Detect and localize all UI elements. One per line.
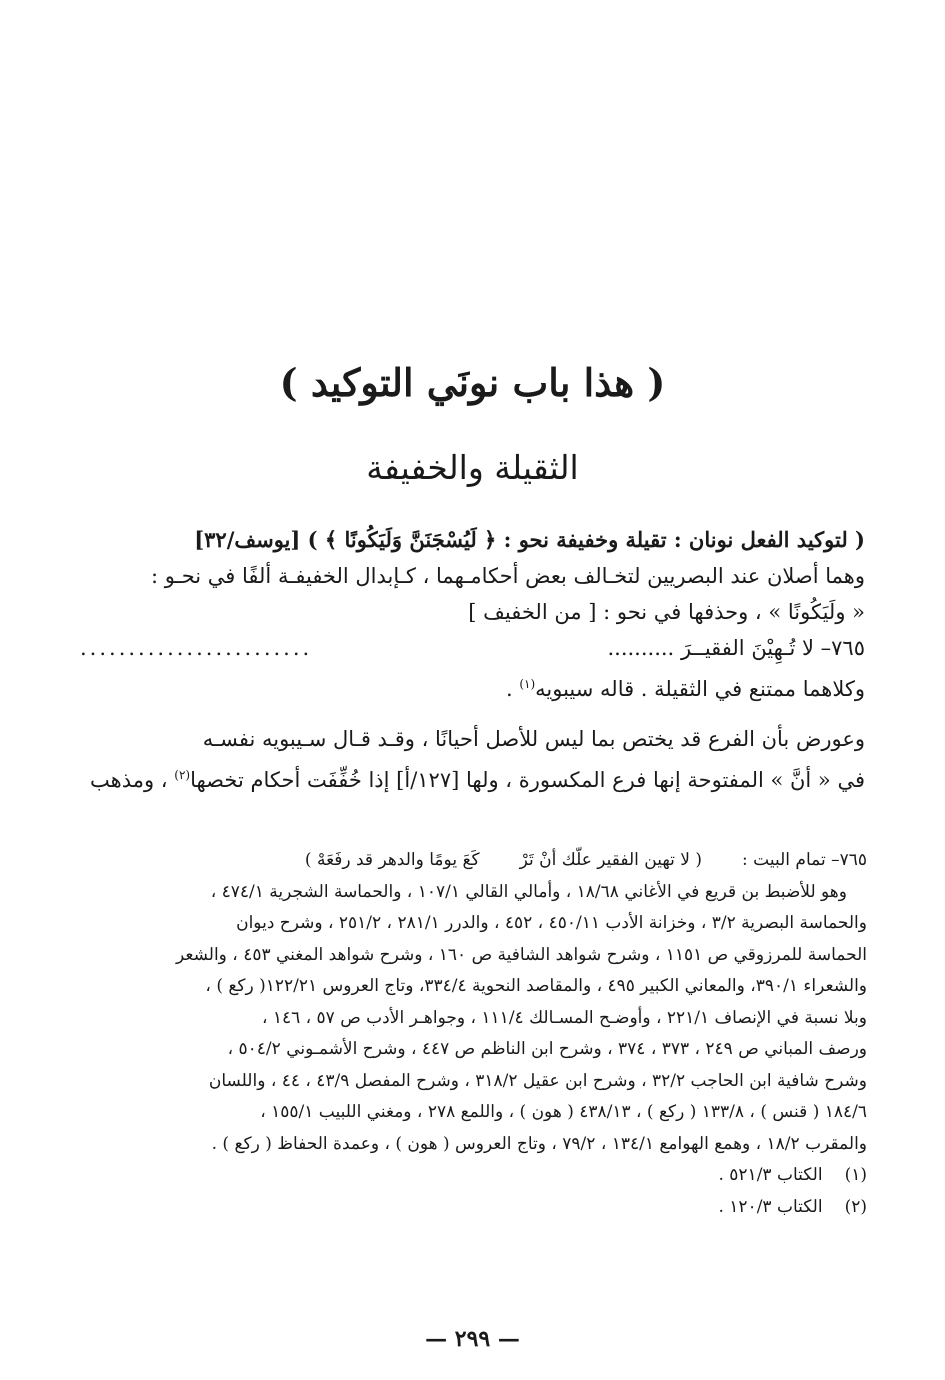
chapter-subtitle: الثقيلة والخفيفة	[366, 448, 579, 487]
verse-hemistich: ( لا تهين الفقير علّك أنْ تَرْ	[519, 850, 703, 870]
footnote-text: الكتاب ١٢٠/٣ .	[718, 1196, 823, 1217]
spacer	[80, 707, 865, 721]
footnote-line: والحماسة البصرية ٣/٢ ، وخزانة الأدب ٤٥٠/١١ ، ٤٥٢ ، والدرر ٢٨١/١ ، ٢٥١/٢ ، وشرح ديوان	[236, 913, 867, 933]
body-line	[80, 757, 865, 798]
body-text: وكلاهما ممتنع في الثقيلة . قاله سيبويه	[535, 677, 865, 701]
footnote-line: والشعراء ٣٩٠/١، والمعاني الكبير ٤٩٥ ، والمقاصد النحوية ٣٣٤/٤، وتاج العروس ١٢٢/٢١( ركع ) ،	[205, 976, 867, 996]
verse-hemistich: كَعَ يومًا والدهر قد رفَعَهْ )	[304, 850, 480, 870]
body-line: ( لتوكيد الفعل نونان : تقيلة وخفيفة نحو : ﴿ لَيُسْجَنَنَّ وَلَيَكُونًا ﴾ ) [يوسف/٣٢]	[194, 527, 865, 552]
footnote-ref[interactable]: (١)	[519, 677, 536, 691]
body-text: ، ومذهب	[90, 768, 175, 792]
footnote-line: الحماسة للمرزوقي ص ١١٥١ ، وشرح شواهد الشافية ص ١٦٠ ، وشرح شواهد المغني ٤٥٣ ، والشعر	[176, 944, 867, 965]
footnote-ref[interactable]: (٢)	[174, 768, 191, 782]
footnote-text: الكتاب ٥٢١/٣ .	[718, 1165, 823, 1185]
footnote-line: وبلا نسبة في الإنصاف ٢٢١/١ ، وأوضـح المسـالك ١١١/٤ ، وجواهـر الأدب ص ٥٧ ، ١٤٦ ،	[261, 1007, 867, 1028]
verse-dots: ........................	[80, 636, 313, 660]
page-number: — ٢٩٩ —	[425, 1326, 520, 1352]
body-line: « ولَيَكُونًا » ، وحذفها في نحو : [ من الخفيف ]	[468, 600, 865, 624]
verse-dots: ..........	[607, 636, 675, 660]
footnote-number: (٢)	[844, 1196, 867, 1217]
body-text: .	[505, 677, 520, 701]
body-line	[80, 666, 865, 707]
footnotes	[80, 845, 867, 1223]
verse-hemistich	[607, 630, 865, 666]
body-line: وعورض بأن الفرع قد يختص بما ليس للأصل أحيانًا ، وقـد قـال سـيبويه نفسـه	[202, 727, 865, 751]
body-text: في « أنَّ » المفتوحة إنها فرع المكسورة ، ولها [١٢٧/أ] إذا خُفِّفَت أحكام تخصها	[190, 768, 865, 792]
footnote-verse-head	[80, 845, 867, 877]
footnote-line: ١٨٤/٦ ( قنس ) ، ١٣٣/٨ ( ركع ) ، ٤٣٨/١٣ ( هون ) ، واللمع ٢٧٨ ، ومغني اللبيب ١٥٥/١ ،	[260, 1102, 867, 1122]
footnote-line: وهو للأضبط بن قريع في الأغاني ١٨/٦٨ ، وأمالي القالي ١٠٧/١ ، والحماسة الشجرية ٤٧٤/١ ،	[210, 881, 847, 902]
verse-text: ٧٦٥– لا تُـهِيْنَ الفقيــرَ	[680, 636, 865, 660]
chapter-title: ( هذا باب نونَي التوكيد )	[279, 360, 666, 405]
footnote-label: ٧٦٥– تمام البيت :	[742, 850, 867, 870]
footnote-line: ورصف المباني ص ٢٤٩ ، ٣٧٣ ، ٣٧٤ ، وشرح ابن الناظم ص ٤٤٧ ، وشرح الأشمـوني ٥٠٤/٢ ،	[227, 1039, 867, 1059]
footnote-note	[80, 1192, 867, 1224]
footnote-note	[80, 1160, 867, 1192]
footnote-line: وشرح شافية ابن الحاجب ٣٢/٢ ، وشرح ابن عقيل ٣١٨/٢ ، وشرح المفصل ٤٣/٩ ، ٤٤ ، واللسان	[208, 1070, 867, 1091]
footnote-line: والمقرب ١٨/٢ ، وهمع الهوامع ١٣٤/١ ، ٧٩/٢ ، وتاج العروس ( هون ) ، وعمدة الحفاظ ( ركع ) .	[211, 1133, 867, 1154]
main-text	[80, 522, 865, 798]
footnote-number: (١)	[844, 1165, 867, 1185]
verse-line	[80, 630, 865, 666]
body-line: وهما أصلان عند البصريين لتخـالف بعض أحكامـهما ، كـإبدال الخفيفـة ألفًا في نحـو :	[150, 564, 865, 588]
